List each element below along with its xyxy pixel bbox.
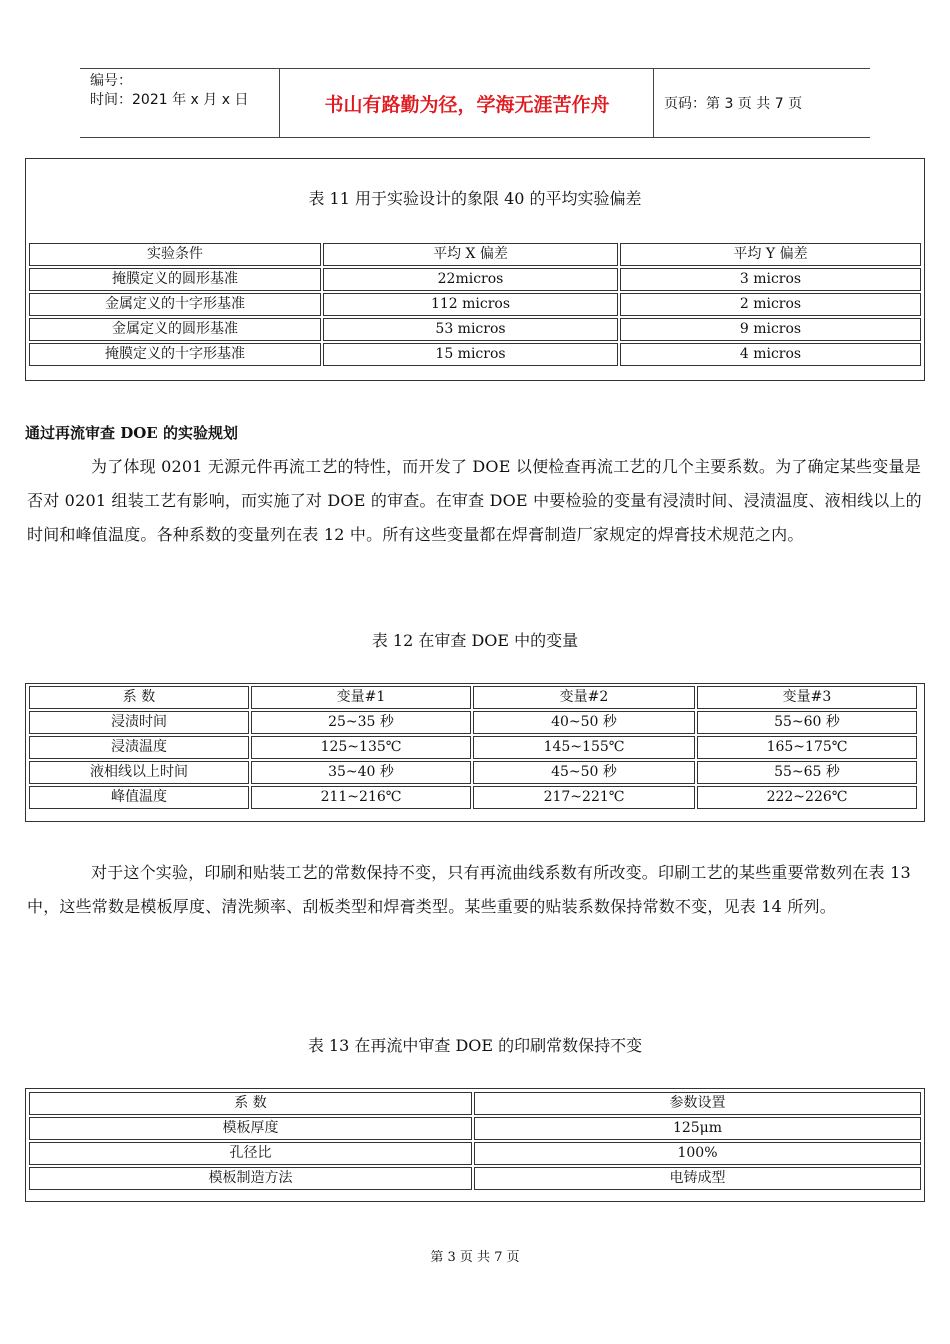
table-row bbox=[29, 1167, 921, 1190]
table-header-cell: 系 数 bbox=[29, 1092, 472, 1115]
table-header-cell: 实验条件 bbox=[29, 243, 321, 266]
table12-caption: 表 12 在审查 DOE 中的变量 bbox=[371, 631, 579, 650]
body-paragraph-2: 对于这个实验，印刷和贴装工艺的常数保持不变，只有再流曲线系数有所改变。印刷工艺的某些重要常数列在表 13 中，这些常数是模板厚度、清洗频率、刮板类型和焊膏类型。某些重要的贴装系数保持常数不变，见表 14 所列。 bbox=[27, 863, 911, 916]
table-cell: 电铸成型 bbox=[474, 1167, 921, 1190]
table13 bbox=[27, 1090, 923, 1192]
body-paragraph: 为了体现 0201 无源元件再流工艺的特性，而开发了 DOE 以便检查再流工艺的几个主要系数。为了确定某些变量是否对 0201 组装工艺有影响，而实施了对 DOE 的审查。在审查 DOE 中要检验的变量有浸渍时间、浸渍温度、液相线以上的时间和峰值温度。各种系数的变量列在表 12 中。所有这些变量都在焊膏制造厂家规定的焊膏技术规范之内。 bbox=[27, 457, 922, 544]
table-cell: 模板制造方法 bbox=[29, 1167, 472, 1190]
table-cell: 25~35 秒 bbox=[251, 711, 471, 734]
header-motto: 书山有路勤为径，学海无涯苦作舟 bbox=[281, 69, 654, 137]
table-cell: 35~40 秒 bbox=[251, 761, 471, 784]
table-cell: 40~50 秒 bbox=[473, 711, 695, 734]
table12 bbox=[27, 684, 919, 811]
table-cell: 165~175℃ bbox=[697, 736, 917, 759]
section-heading: 通过再流审查 DOE 的实验规划 bbox=[25, 424, 238, 442]
header-info-cell bbox=[80, 69, 280, 137]
table-row bbox=[29, 318, 921, 341]
table-row bbox=[29, 711, 917, 734]
table-cell: 145~155℃ bbox=[473, 736, 695, 759]
table-row bbox=[29, 268, 921, 291]
table-header-row bbox=[29, 1092, 921, 1115]
table-cell: 217~221℃ bbox=[473, 786, 695, 809]
table-cell: 9 micros bbox=[620, 318, 921, 341]
table-cell: 211~216℃ bbox=[251, 786, 471, 809]
table-cell: 15 micros bbox=[323, 343, 618, 366]
table-cell: 222~226℃ bbox=[697, 786, 917, 809]
table-row bbox=[29, 736, 917, 759]
page-header bbox=[80, 68, 870, 138]
table-header-cell: 变量#3 bbox=[697, 686, 917, 709]
table-row bbox=[29, 293, 921, 316]
table-cell: 金属定义的圆形基准 bbox=[29, 318, 321, 341]
table-cell: 125μm bbox=[474, 1117, 921, 1140]
table-header-cell: 参数设置 bbox=[474, 1092, 921, 1115]
time-label: 时间：2021 年 x 月 x 日 bbox=[90, 92, 249, 108]
table-cell: 4 micros bbox=[620, 343, 921, 366]
table-cell: 掩膜定义的十字形基准 bbox=[29, 343, 321, 366]
table-header-cell: 系 数 bbox=[29, 686, 249, 709]
number-label: 编号： bbox=[90, 73, 132, 89]
table-cell: 孔径比 bbox=[29, 1142, 472, 1165]
table-cell: 金属定义的十字形基准 bbox=[29, 293, 321, 316]
table-cell: 100% bbox=[474, 1142, 921, 1165]
table-cell: 浸渍时间 bbox=[29, 711, 249, 734]
table-cell: 2 micros bbox=[620, 293, 921, 316]
table-cell: 3 micros bbox=[620, 268, 921, 291]
table-cell: 浸渍温度 bbox=[29, 736, 249, 759]
table-cell: 45~50 秒 bbox=[473, 761, 695, 784]
table-row bbox=[29, 761, 917, 784]
table-header-row bbox=[29, 686, 917, 709]
table-row bbox=[29, 786, 917, 809]
table-header-cell: 平均 Y 偏差 bbox=[620, 243, 921, 266]
table-cell: 模板厚度 bbox=[29, 1117, 472, 1140]
table-row bbox=[29, 1142, 921, 1165]
table11 bbox=[27, 241, 923, 368]
table-cell: 液相线以上时间 bbox=[29, 761, 249, 784]
page-footer: 第 3 页 共 7 页 bbox=[430, 1250, 520, 1265]
table-cell: 掩膜定义的圆形基准 bbox=[29, 268, 321, 291]
table-cell: 55~65 秒 bbox=[697, 761, 917, 784]
table-cell: 55~60 秒 bbox=[697, 711, 917, 734]
table-cell: 112 micros bbox=[323, 293, 618, 316]
table-header-cell: 平均 X 偏差 bbox=[323, 243, 618, 266]
table13-caption: 表 13 在再流中审查 DOE 的印刷常数保持不变 bbox=[307, 1036, 643, 1055]
header-page-info: 页码：第 3 页 共 7 页 bbox=[664, 96, 803, 112]
table-cell: 峰值温度 bbox=[29, 786, 249, 809]
table-cell: 125~135℃ bbox=[251, 736, 471, 759]
table-row bbox=[29, 343, 921, 366]
table-cell: 53 micros bbox=[323, 318, 618, 341]
table-header-cell: 变量#2 bbox=[473, 686, 695, 709]
table-header-row bbox=[29, 243, 921, 266]
table-cell: 22micros bbox=[323, 268, 618, 291]
table11-caption: 表 11 用于实验设计的象限 40 的平均实验偏差 bbox=[308, 189, 642, 208]
table-header-cell: 变量#1 bbox=[251, 686, 471, 709]
table-row bbox=[29, 1117, 921, 1140]
